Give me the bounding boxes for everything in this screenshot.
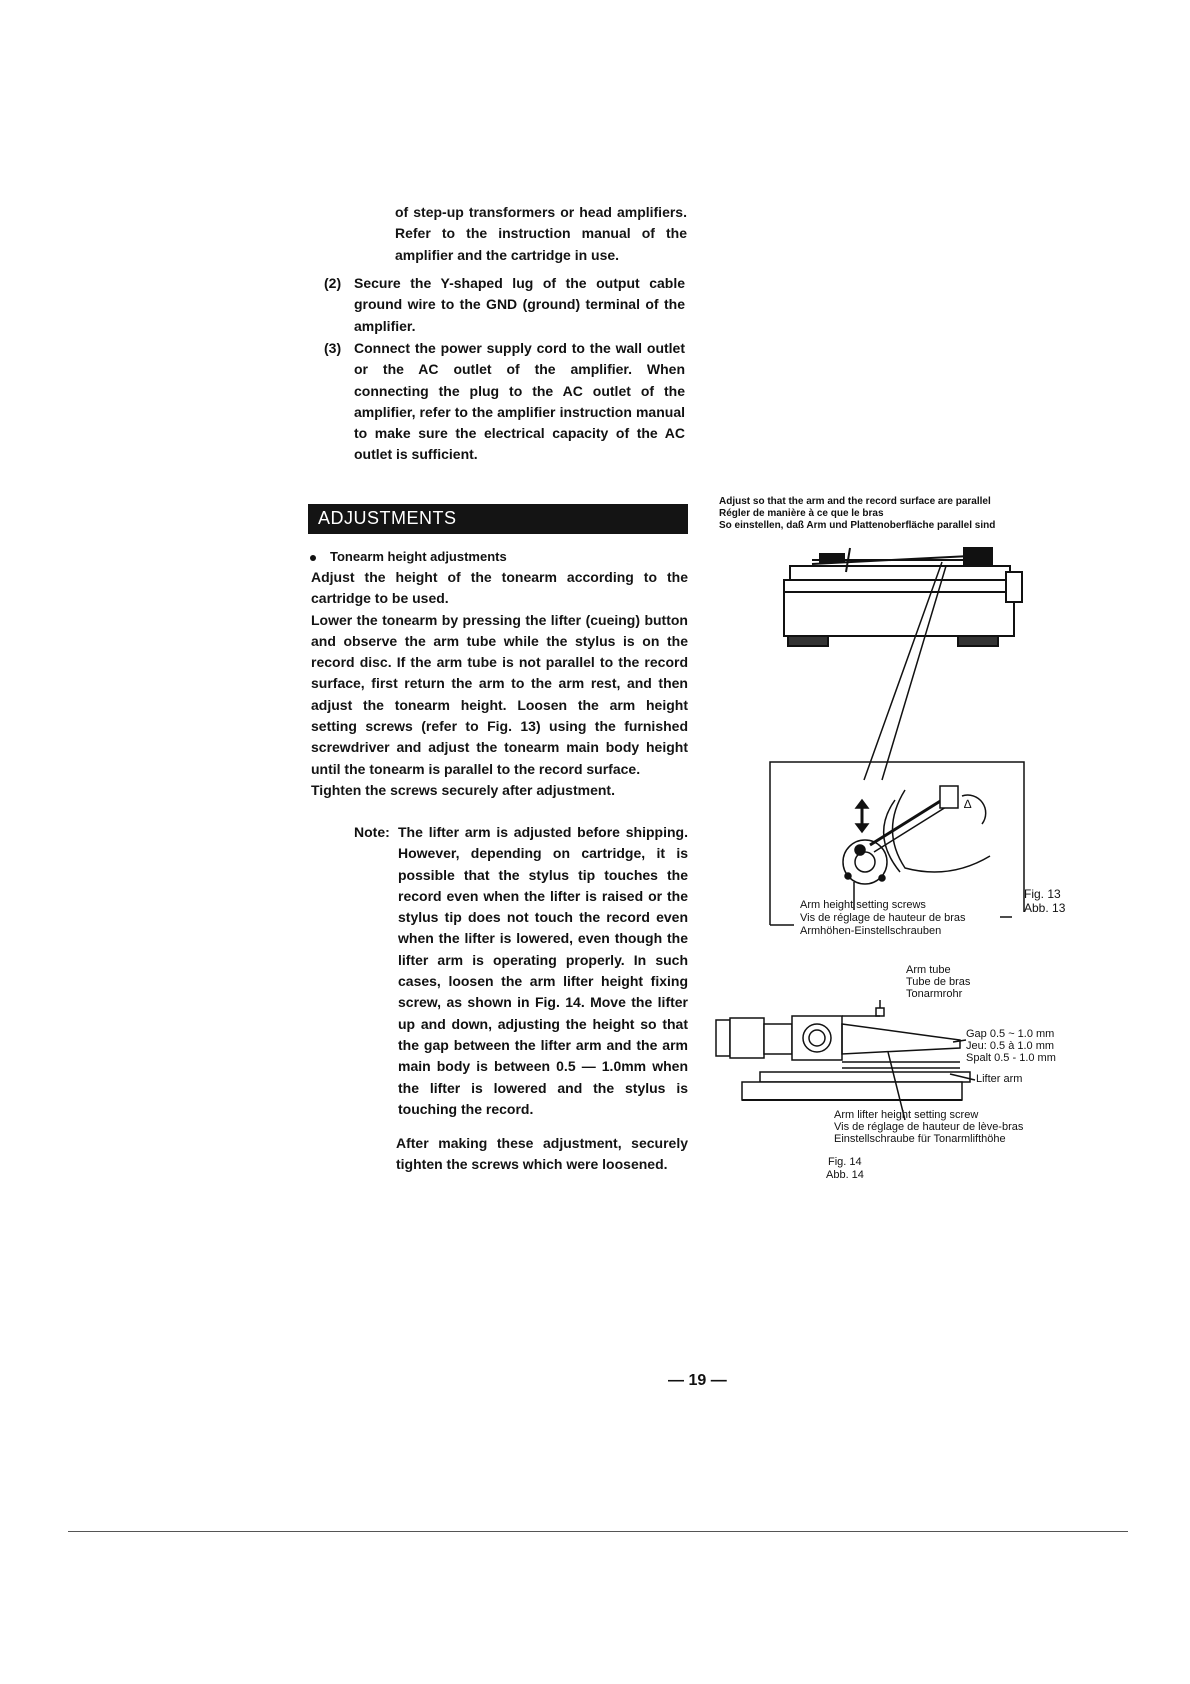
lifter-screw-label [834, 1109, 1023, 1145]
turntable-side-view [784, 548, 1022, 646]
step-number: (3) [324, 340, 342, 356]
fig13-number: Fig. 13 [1024, 887, 1061, 901]
section-title: ADJUSTMENTS [318, 508, 457, 528]
label-fr: Vis de réglage de hauteur de bras [800, 912, 966, 924]
fig14-number: Fig. 14 [828, 1156, 862, 1168]
paragraph: After making these adjustment, securely tighten the screws which were loosened. [396, 1135, 688, 1173]
lifter-arm-label: Lifter arm [976, 1073, 1023, 1085]
page-number: — 19 — [668, 1372, 727, 1389]
note-label: Note: [354, 824, 390, 840]
label-fr: Jeu: 0.5 à 1.0 mm [966, 1040, 1055, 1052]
svg-text:∆: ∆ [964, 797, 972, 811]
step-number: (2) [324, 275, 342, 291]
paragraph: Adjust the height of the tonearm according to the cartridge to be used. [311, 569, 688, 607]
label-en: Arm tube [906, 964, 951, 976]
label-fr: Tube de bras [906, 976, 971, 988]
label-de: Tonarmrohr [906, 988, 963, 1000]
label-de: Armhöhen-Einstellschrauben [800, 925, 942, 937]
paragraph: Tighten the screws securely after adjustment. [311, 781, 615, 798]
arm-height-screws-label [800, 899, 966, 938]
intro-text: of step-up transformers or head amplifiers. Refer to the instruction manual of the amplifier and the cartridge in use. [395, 204, 687, 263]
caption-line-de: So einstellen, daß Arm und Plattenoberfläche parallel sind [719, 520, 996, 531]
note-text: The lifter arm is adjusted before shipping. However, depending on cartridge, it is possible that the stylus tip touches the record even when the lifter is raised or the stylus tip does not touch the record even when the lifter is lowered, even though the lifter arm is operating properly. In such cases, loosen the arm lifter height fixing screw, as shown in Fig. 14. Move the lifter up and down, adjusting the height so that the gap between the lifter arm and the arm main body is between 0.5 — 1.0mm when the lifter is lowered and the stylus is touching the record. [398, 824, 688, 1117]
label-de: Spalt 0.5 - 1.0 mm [966, 1052, 1056, 1064]
label-de: Einstellschraube für Tonarmlifthöhe [834, 1133, 1006, 1145]
footer-divider [68, 1531, 1128, 1532]
arm-tube-label [906, 964, 970, 1000]
label-en: Arm lifter height setting screw [834, 1109, 979, 1121]
paragraph: Lower the tonearm by pressing the lifter (cueing) button and observe the arm tube while the stylus is on the record disc. If the arm tube is not parallel to the record surface, first return the arm to the arm rest, and then adjust the tonearm height. Loosen the arm height setting screws (refer to Fig. 13) using the furnished screwdriver and adjust the tonearm main body height until the tonearm is parallel to the record surface. [311, 611, 688, 777]
label-fr: Vis de réglage de hauteur de lève-bras [834, 1121, 1024, 1133]
abb13-number: Abb. 13 [1024, 901, 1066, 915]
subheading-text: Tonearm height adjustments [330, 549, 507, 564]
caption-line-en: Adjust so that the arm and the record surface are parallel [719, 496, 991, 507]
label-en: Gap 0.5 ~ 1.0 mm [966, 1028, 1055, 1040]
caption-line-fr: Régler de manière à ce que le bras [719, 508, 884, 519]
gap-label [966, 1028, 1056, 1064]
step-text: Secure the Y-shaped lug of the output cable ground wire to the GND (ground) terminal of the amplifier. [354, 275, 685, 334]
label-en: Arm height setting screws [800, 899, 926, 911]
lifter-side-view [716, 1000, 975, 1120]
step-text: Connect the power supply cord to the wall outlet or the AC outlet of the amplifier. When connecting the plug to the AC outlet of the amplifier, refer to the amplifier instruction manual to make sure the electrical capacity of the AC outlet is sufficient. [354, 340, 685, 463]
abb14-number: Abb. 14 [826, 1169, 864, 1181]
